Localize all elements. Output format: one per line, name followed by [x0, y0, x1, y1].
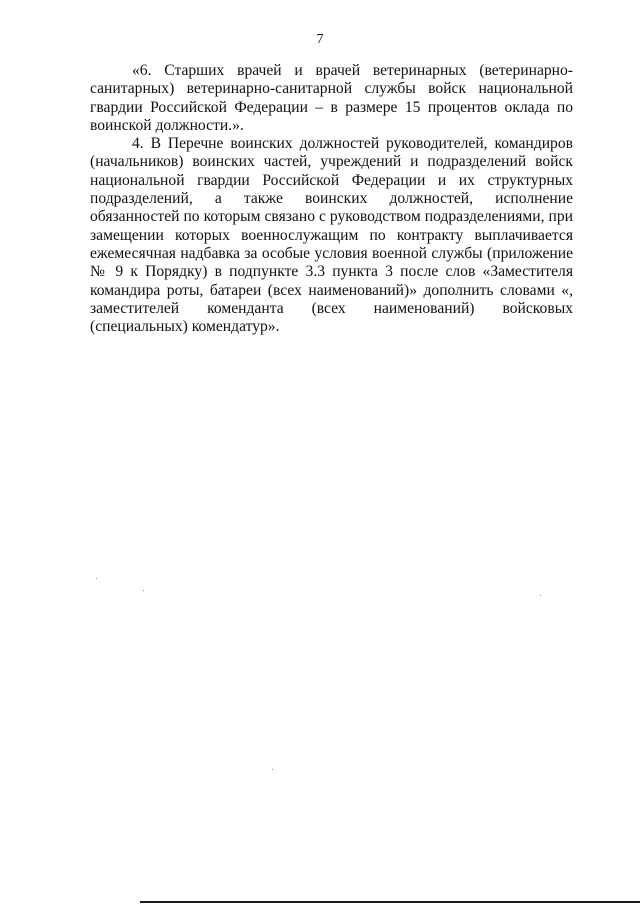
- document-body: [90, 62, 573, 336]
- paragraph-item-6: «6. Старших врачей и врачей ветеринарных (ветеринарно-санитарных) ветеринарно-санитарной службы войск национальной гвардии Российской Федерации – в размере 15 процентов оклада по воинской должности.».: [90, 62, 573, 134]
- scan-speck: [272, 769, 273, 770]
- scan-speck: [96, 578, 97, 579]
- paragraph-point-4: 4. В Перечне воинских должностей руководителей, командиров (начальников) воинских частей, учреждений и подразделений войск национальной гвардии Российской Федерации и их структурных подразделений, а также воинских должностей, исполнение обязанностей по которым связано с руководством подразделениями, при замещении которых военнослужащим по контракту выплачивается ежемесячная надбавка за особые условия военной службы (приложение № 9 к Порядку) в подпункте 3.3 пункта 3 после слов «Заместителя командира роты, батареи (всех наименований)» дополнить словами «, заместителей коменданта (всех наименований) войсковых (специальных) комендатур».: [90, 135, 573, 336]
- scan-speck: [143, 590, 144, 591]
- page-number: 7: [316, 32, 324, 47]
- scan-edge-line: [140, 901, 640, 903]
- scan-speck: [540, 595, 541, 596]
